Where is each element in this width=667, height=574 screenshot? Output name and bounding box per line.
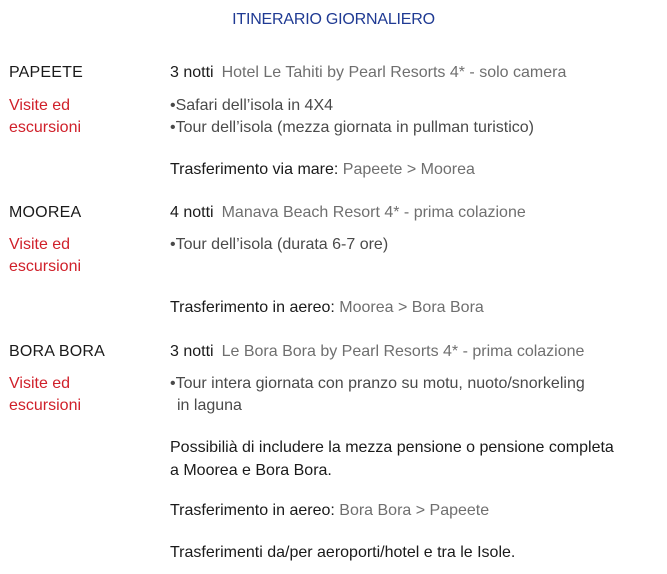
stay-moorea [170, 204, 526, 222]
visits-label-line2: escursioni [9, 397, 82, 414]
hotel-name: Le Bora Bora by Pearl Resorts 4* - prima colazione [221, 343, 585, 360]
excursions-papeete [170, 95, 534, 139]
hotel-name: Manava Beach Resort 4* - prima colazione [221, 204, 526, 221]
nights-label: 4 notti [170, 204, 214, 221]
visits-label-line2: escursioni [9, 119, 82, 136]
transfer-label: Trasferimento in aereo: [170, 502, 335, 519]
list-item: in laguna [177, 397, 242, 414]
list-item: •Safari dell’isola in 4X4 [170, 97, 334, 114]
stay-bora-bora [170, 343, 584, 361]
visits-label-line2: escursioni [9, 258, 82, 275]
stay-papeete [170, 64, 566, 82]
transfer-route: Papeete > Moorea [342, 161, 475, 178]
nights-label: 3 notti [170, 64, 214, 81]
visits-label-moorea [9, 234, 81, 278]
transfer-bora-bora [170, 502, 489, 520]
list-item: •Tour intera giornata con pranzo su motu, nuoto/snorkeling [170, 375, 585, 392]
transfer-route: Bora Bora > Papeete [339, 502, 490, 519]
nights-label: 3 notti [170, 343, 214, 360]
list-item: •Tour dell’isola (durata 6-7 ore) [170, 236, 389, 253]
excursions-moorea [170, 234, 388, 256]
location-moorea: MOOREA [9, 204, 82, 221]
note-line1: Possibilià di includere la mezza pensione o pensione completa [170, 439, 614, 456]
transfer-moorea [170, 299, 484, 317]
excursions-bora-bora [170, 373, 585, 417]
board-note [170, 436, 614, 482]
location-bora-bora: BORA BORA [9, 343, 106, 360]
note-line2: a Moorea e Bora Bora. [170, 462, 332, 479]
hotel-name: Hotel Le Tahiti by Pearl Resorts 4* - solo camera [221, 64, 567, 81]
transfer-route: Moorea > Bora Bora [339, 299, 484, 316]
location-papeete: PAPEETE [9, 64, 84, 81]
visits-label-line1: Visite ed [9, 375, 71, 392]
transfer-label: Trasferimento via mare: [170, 161, 339, 178]
visits-label-bora-bora [9, 373, 81, 417]
transfer-papeete [170, 161, 475, 179]
page-title: ITINERARIO GIORNALIERO [232, 11, 435, 28]
list-item: •Tour dell’isola (mezza giornata in pullman turistico) [170, 119, 534, 136]
visits-label-line1: Visite ed [9, 97, 71, 114]
footer-transfers-note: Trasferimenti da/per aeroporti/hotel e tra le Isole. [170, 544, 516, 561]
visits-label-line1: Visite ed [9, 236, 71, 253]
visits-label-papeete [9, 95, 81, 139]
transfer-label: Trasferimento in aereo: [170, 299, 335, 316]
